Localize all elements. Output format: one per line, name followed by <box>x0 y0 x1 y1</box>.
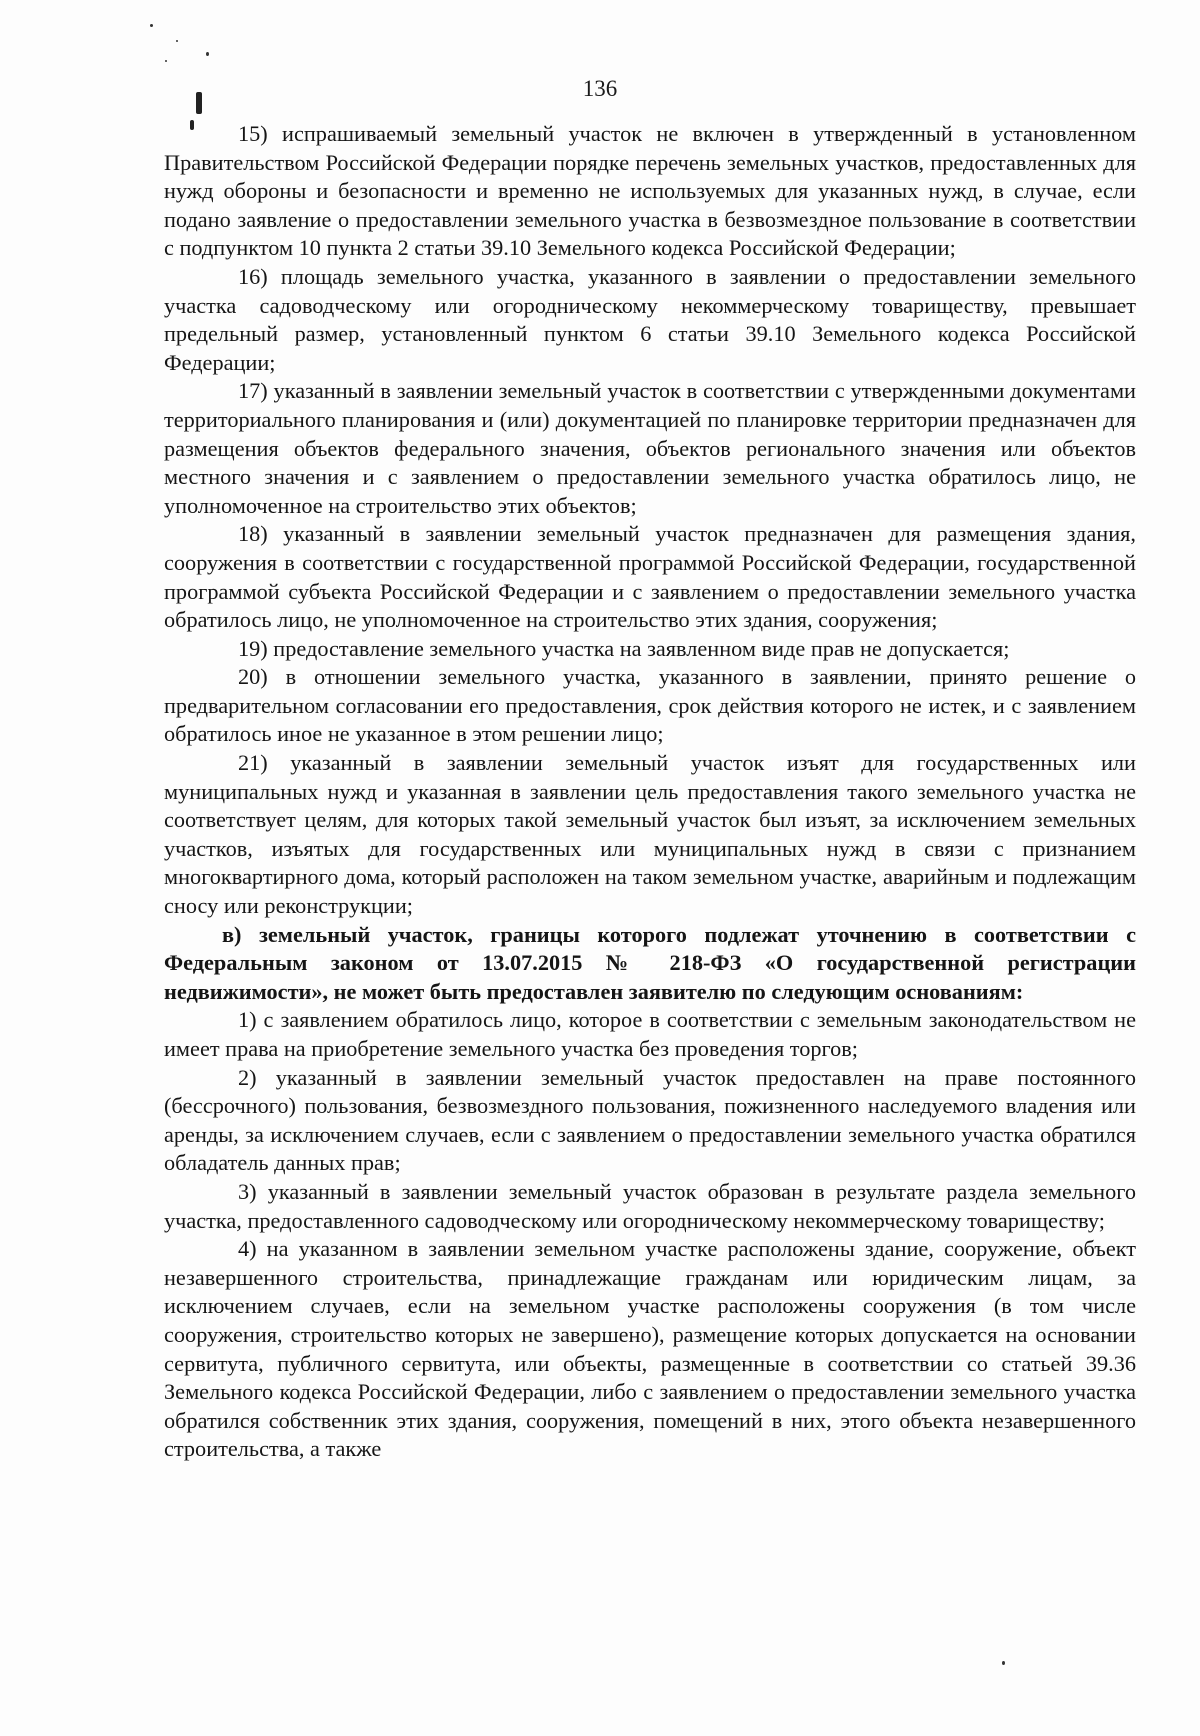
paragraph-20: 20) в отношении земельного участка, указанного в заявлении, принято решение о предварительном согласовании его предоставления, срок действия которого не истек, и с заявлением обратилось иное не указанное в этом решении лицо; <box>164 664 1136 747</box>
paragraph-19: 19) предоставление земельного участка на заявленном виде прав не допускается; <box>238 635 1010 661</box>
paragraph-16: 16) площадь земельного участка, указанного в заявлении о предоставлении земельного участка садоводческому или огородническому некоммерческому товариществу, превышает предельный размер, установленный пунктом 6 статьи 39.10 Земельного кодекса Российской Федерации; <box>164 263 1136 375</box>
scan-speck <box>150 24 153 27</box>
paragraph-21: 21) указанный в заявлении земельный участок изъят для государственных или муниципальных нужд и указанная в заявлении цель предоставления такого земельного участка не соответствует целям, для которых такой земельный участок был изъят, за исключением земельных участков, изъятых для государственных или муниципальных нужд в связи с признанием многоквартирного дома, который расположен на таком земельном участке, аварийным и подлежащим сносу или реконструкции; <box>164 750 1136 919</box>
paragraph-17: 17) указанный в заявлении земельный участок в соответствии с утвержденными документами территориального планирования и (или) документацией по планировке территории предназначен для размещения объектов федерального значения, объектов регионального значения или объектов местного значения и с заявлением о предоставлении земельного участка обратилось лицо, не уполномоченное на строительство этих объектов; <box>164 378 1136 518</box>
page-number: 136 <box>582 76 618 101</box>
paragraph-v-2: 2) указанный в заявлении земельный участок предоставлен на праве постоянного (бессрочного) пользования, безвозмездного пользования, пожизненного наследуемого владения или аренды, за исключением случаев, если с заявлением о предоставлении земельного участка обратился обладатель данных прав; <box>164 1064 1136 1176</box>
paragraph-18: 18) указанный в заявлении земельный участок предназначен для размещения здания, сооружения в соответствии с государственной программой Российской Федерации, государственной программой субъекта Российской Федерации и с заявлением о предоставлении земельного участка обратилось лицо, не уполномоченное на строительство этих здания, сооружения; <box>164 521 1136 633</box>
paragraph-15: 15) испрашиваемый земельный участок не включен в утвержденный в установленном Правительством Российской Федерации порядке перечень земельных участков, предоставленных для нужд обороны и безопасности и временно не используемых для указанных нужд, в случае, если подано заявление о предоставлении земельного участка в безвозмездное пользование в соответствии с подпунктом 10 пункта 2 статьи 39.10 Земельного кодекса Российской Федерации; <box>164 121 1136 261</box>
scan-speck <box>206 52 209 56</box>
document-text <box>164 120 1136 1464</box>
section-heading-v: в) земельный участок, границы которого подлежат уточнению в соответствии с Федеральным законом от 13.07.2015 № 218-ФЗ «О государственной регистрации недвижимости», не может быть предоставлен заявителю по следующим основаниям: <box>164 921 1136 1004</box>
paragraph-v-3: 3) указанный в заявлении земельный участок образован в результате раздела земельного участка, предоставленного садоводческому или огородническому некоммерческому товариществу; <box>164 1178 1136 1233</box>
paragraph-v-4: 4) на указанном в заявлении земельном участке расположены здание, сооружение, объект незавершенного строительства, принадлежащие гражданам или юридическим лицам, за исключением случаев, если на земельном участке расположены сооружения (в том числе сооружения, строительство которых не завершено), размещение которых допускается на основании сервитута, публичного сервитута, или объекты, размещенные в соответствии со статьей 39.36 Земельного кодекса Российской Федерации, либо с заявлением о предоставлении земельного участка обратился собственник этих здания, сооружения, помещений в них, этого объекта незавершенного строительства, а также <box>164 1236 1136 1462</box>
scan-speck <box>176 40 178 42</box>
paragraph-v-1: 1) с заявлением обратилось лицо, которое в соответствии с земельным законодательством не имеет права на приобретение земельного участка без проведения торгов; <box>164 1007 1136 1061</box>
scan-speck <box>1002 1661 1005 1665</box>
scan-speck <box>165 60 167 62</box>
